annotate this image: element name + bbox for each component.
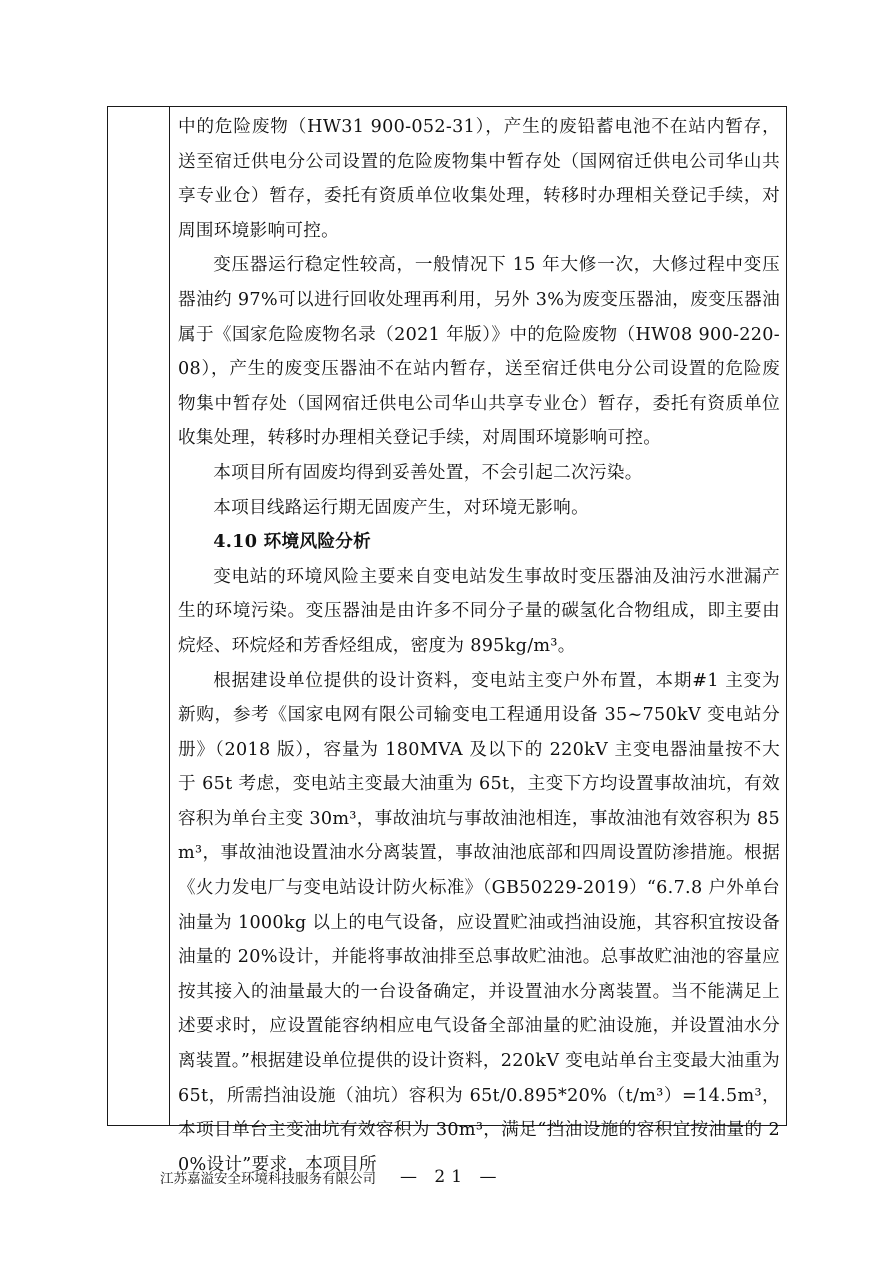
section-heading-risk-analysis: 4.10 环境风险分析 — [213, 531, 372, 553]
paragraph-hazardous-waste-battery: 中的危险废物（HW31 900-052-31），产生的废铅蓄电池不在站内暂存，送至宿迁供电分公司设置的危险废物集中暂存处（国网宿迁供电公司华山共享专业仓）暂存，委托有资质单位收集处理，转移时办理相关登记手续，对周围环境影响可控。 — [178, 117, 780, 241]
paragraph-solid-waste-disposal: 本项目所有固废均得到妥善处置，不会引起二次污染。 — [213, 462, 643, 483]
page-footer — [160, 1166, 720, 1192]
table-left-column — [108, 107, 170, 1125]
paragraph-line-no-solid-waste: 本项目线路运行期无固废产生，对环境无影响。 — [213, 497, 589, 518]
footer-page-number: — 21 — — [400, 1167, 503, 1187]
paragraph-transformer-oil: 变压器运行稳定性较高，一般情况下 15 年大修一次，大修过程中变压器油约 97%可以进行回收处理再利用，另外 3%为废变压器油，废变压器油属于《国家危险废物名录（2021 年版）》中的危险废物（HW08 900-220-08），产生的废变压器油不在站内暂存，送至宿迁供电分公司设置的危险废物集中暂存处（国网宿迁供电公司华山共享专业仓）暂存，委托有资质单位收集处理，转移时办理相关登记手续，对周围环境影响可控。 — [178, 255, 780, 449]
paragraph-design-data: 根据建设单位提供的设计资料，变电站主变户外布置，本期#1 主变为新购，参考《国家电网有限公司输变电工程通用设备 35~750kV 变电站分册》（2018 版），容量为 180MVA 及以下的 220kV 主变电器油量按不大于 65t 考虑，变电站主变最大油重为 65t，主变下方均设置事故油坑，有效容积为单台主变 30m³，事故油坑与事故油池相连，事故油池有效容积为 85m³，事故油池设置油水分离装置，事故油池底部和四周设置防渗措施。根据《火力发电厂与变电站设计防火标准》（GB50229-2019）“6.7.8 户外单台油量为 1000kg 以上的电气设备，应设置贮油或挡油设施，其容积宜按设备油量的 20%设计，并能将事故油排至总事故贮油池。总事故贮油池的容量应按其接入的油量最大的一台设备确定，并设置油水分离装置。当不能满足上述要求时，应设置能容纳相应电气设备全部油量的贮油设施，并设置油水分离装置。”根据建设单位提供的设计资料，220kV 变电站单台主变最大油重为 65t，所需挡油设施（油坑）容积为 65t/0.895*20%（t/m³）=14.5m³，本项目单台主变油坑有效容积为 30m³，满足“挡油设施的容积宜按油量的 20%设计”要求，本项目所 — [178, 670, 780, 1175]
paragraph-risk-source: 变电站的环境风险主要来自变电站发生事故时变压器油及油污水泄漏产生的环境污染。变压器油是由许多不同分子量的碳氢化合物组成，即主要由烷烃、环烷烃和芳香烃组成，密度为 895kg/m³。 — [178, 566, 780, 656]
footer-company-name: 江苏嘉溢安全环境科技服务有限公司 — [160, 1171, 376, 1187]
table-content-cell — [170, 107, 788, 1175]
document-table-frame — [107, 106, 787, 1175]
